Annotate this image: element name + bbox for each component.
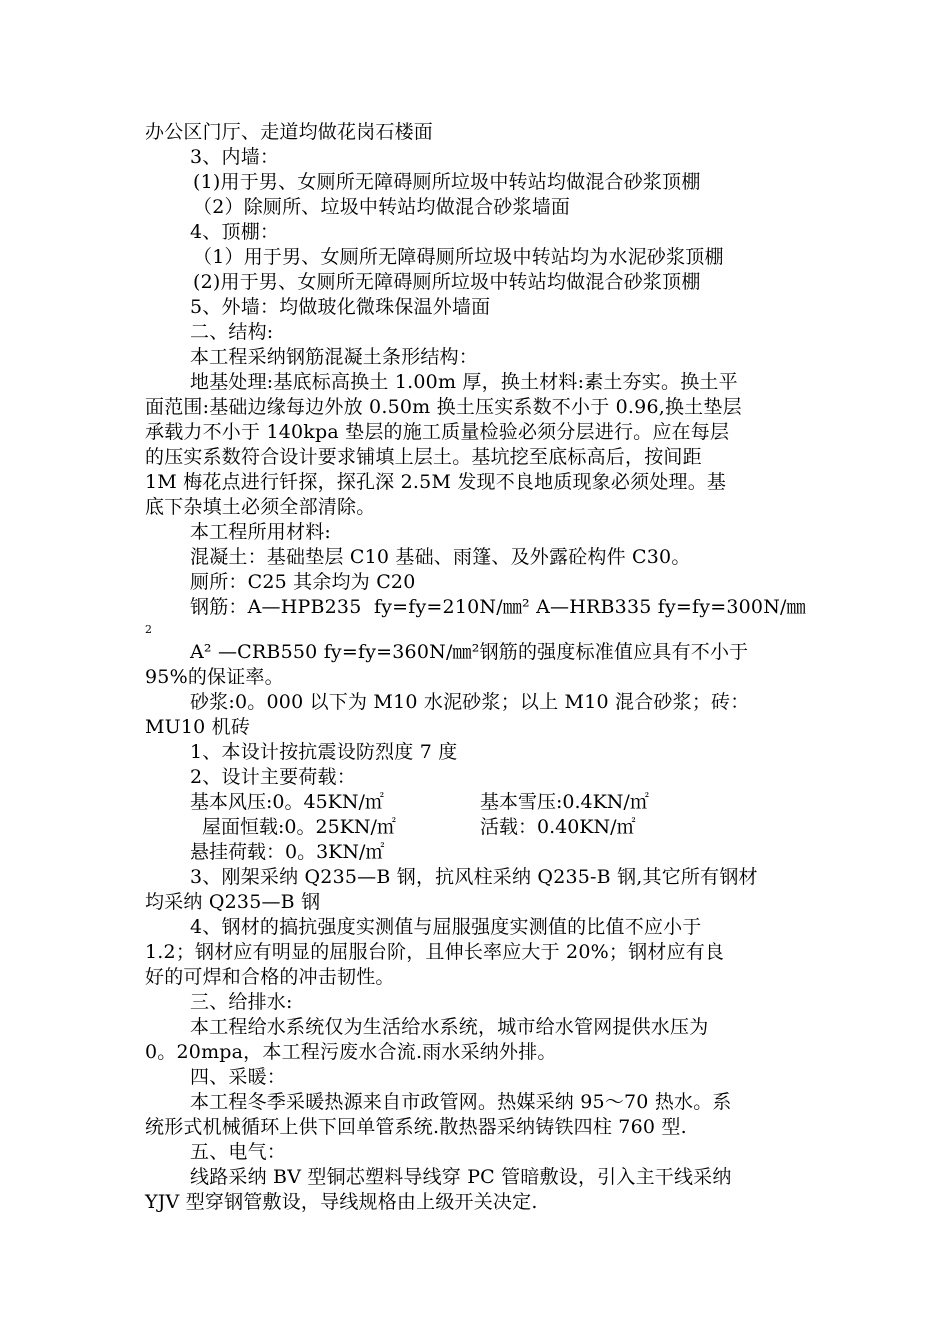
text-line: 1、本设计按抗震设防烈度 7 度 bbox=[190, 741, 458, 763]
section-heading-ceiling: 4、顶棚： bbox=[190, 221, 280, 243]
section-heading-structure: 二、结构: bbox=[190, 321, 274, 343]
text-line: (1)用于男、女厕所无障碍厕所垃圾中转站均做混合砂浆顶棚 bbox=[193, 171, 701, 193]
load-row-3 bbox=[145, 840, 810, 865]
text-line: 本工程给水系统仅为生活给水系统，城市给水管网提供水压为 bbox=[190, 1016, 709, 1038]
text-line: 4、钢材的搞抗强度实测值与屈服强度实测值的比值不应小于 bbox=[190, 916, 702, 938]
text-line: 混凝土：基础垫层 C10 基础、雨篷、及外露砼构件 C30。 bbox=[190, 546, 691, 568]
text-line: 本工程冬季采暖热源来自市政管网。热媒采纳 95～70 热水。系 bbox=[190, 1091, 732, 1113]
section-heading-heating: 四、采暖： bbox=[190, 1066, 287, 1088]
text-line: 0。20mpa，本工程污废水合流.雨水采纳外排。 bbox=[145, 1041, 557, 1063]
text-line: 好的可焊和合格的冲击韧性。 bbox=[145, 966, 395, 988]
hanging-load: 悬挂荷载：0。3KN/㎡ bbox=[190, 841, 385, 863]
paragraph-line: 的压实系数符合设计要求铺填上层土。基坑挖至底标高后，按间距 bbox=[145, 446, 702, 468]
text-line: 线路采纳 BV 型铜芯塑料导线穿 PC 管暗敷设，引入主干线采纳 bbox=[190, 1166, 732, 1188]
paragraph-line: 底下杂填土必须全部清除。 bbox=[145, 496, 376, 518]
text-line: 3、刚架采纳 Q235—B 钢，抗风柱采纳 Q235-B 钢,其它所有钢材 bbox=[190, 866, 758, 888]
text-line: A² —CRB550 fy=fy=360N/㎜²钢筋的强度标准值应具有不小于 bbox=[190, 641, 749, 663]
paragraph-line: 承载力不小于 140kpa 垫层的施工质量检验必须分层进行。应在每层 bbox=[145, 421, 730, 443]
live-load: 活载：0.40KN/㎡ bbox=[480, 816, 636, 838]
text-line: 统形式机械循环上供下回单管系统.散热器采纳铸铁四柱 760 型. bbox=[145, 1116, 687, 1138]
load-row-2 bbox=[145, 815, 810, 840]
section-heading-interior-wall: 3、内墙： bbox=[190, 146, 280, 168]
paragraph-line: 1M 梅花点进行钎探，探孔深 2.5M 发现不良地质现象必须处理。基 bbox=[145, 471, 727, 493]
load-row-1 bbox=[145, 790, 810, 815]
text-line: 钢筋：A—HPB235 fy=fy=210N/㎜² A—HRB335 fy=fy=300N/㎜ bbox=[190, 596, 806, 618]
text-line: 均采纳 Q235—B 钢 bbox=[145, 891, 321, 913]
text-line: （2）除厕所、垃圾中转站均做混合砂浆墙面 bbox=[193, 196, 571, 218]
text-line: 办公区门厅、走道均做花岗石楼面 bbox=[145, 121, 434, 143]
superscript-line: 2 bbox=[145, 623, 153, 636]
document-body bbox=[145, 120, 810, 1215]
text-line: (2)用于男、女厕所无障碍厕所垃圾中转站均做混合砂浆顶棚 bbox=[193, 271, 701, 293]
roof-dead-load: 屋面恒载:0。25KN/㎡ bbox=[202, 816, 396, 838]
paragraph-line: 面范围:基础边缘每边外放 0.50m 换土压实系数不小于 0.96,换土垫层 bbox=[145, 396, 742, 418]
text-line: （1）用于男、女厕所无障碍厕所垃圾中转站均为水泥砂浆顶棚 bbox=[193, 246, 724, 268]
text-line: 本工程所用材料: bbox=[190, 521, 332, 543]
text-line: 厕所：C25 其余均为 C20 bbox=[190, 571, 416, 593]
section-heading-plumbing: 三、给排水: bbox=[190, 991, 293, 1013]
text-line: YJV 型穿钢管敷设，导线规格由上级开关决定. bbox=[145, 1191, 538, 1213]
text-line: 2、设计主要荷载： bbox=[190, 766, 356, 788]
text-line: 1.2；钢材应有明显的屈服台阶，且伸长率应大于 20%；钢材应有良 bbox=[145, 941, 725, 963]
paragraph-line: 地基处理:基底标高换土 1.00m 厚，换土材料:素土夯实。换土平 bbox=[190, 371, 738, 393]
section-heading-electrical: 五、电气： bbox=[190, 1141, 287, 1163]
snow-load: 基本雪压:0.4KN/㎡ bbox=[480, 791, 649, 813]
text-line: 砂浆:0。000 以下为 M10 水泥砂浆；以上 M10 混合砂浆；砖： bbox=[190, 691, 750, 713]
text-line: 95%的保证率。 bbox=[145, 666, 284, 688]
section-heading-exterior-wall: 5、外墙：均做玻化微珠保温外墙面 bbox=[190, 296, 491, 318]
text-line: MU10 机砖 bbox=[145, 716, 251, 738]
wind-load: 基本风压:0。45KN/㎡ bbox=[190, 791, 384, 813]
text-line: 本工程采纳钢筋混凝土条形结构： bbox=[190, 346, 479, 368]
